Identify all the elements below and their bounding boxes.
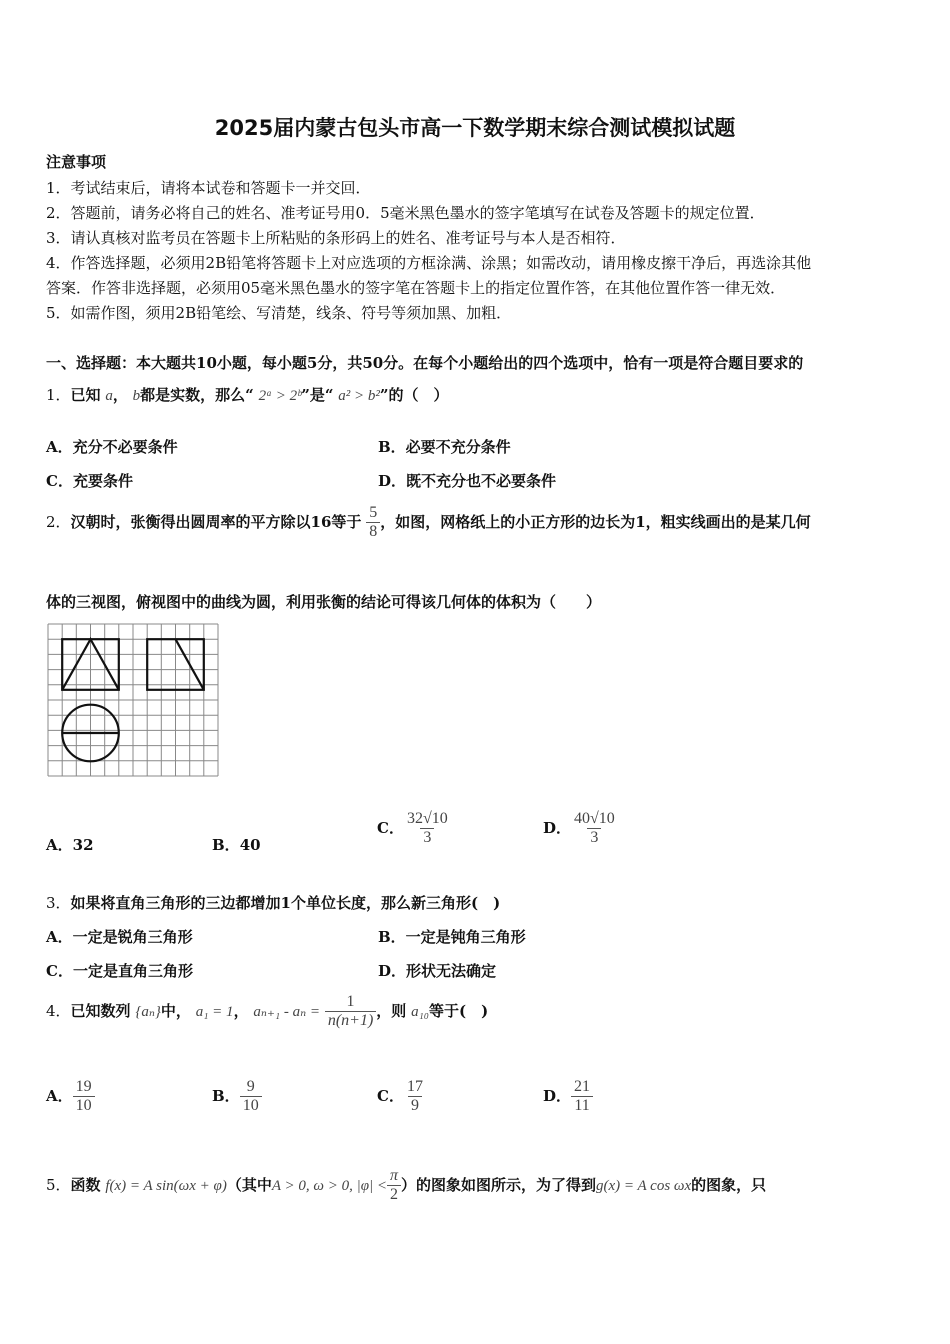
q1-text-3: ”是“	[301, 386, 334, 404]
q4-option-d-den: 11	[571, 1096, 592, 1115]
notice-item-3: 3．请认真核对监考员在答题卡上所粘贴的条形码上的姓名、准考证号与本人是否相符．	[46, 229, 626, 247]
q4-option-b-den: 10	[240, 1096, 262, 1115]
q4-a10: a₁₀	[411, 1003, 429, 1020]
notice-item-2: 2．答题前，请务必将自己的姓名、准考证号用0．5毫米黑色墨水的签字笔填写在试卷及答题卡的规定位置．	[46, 204, 765, 222]
q1-option-d: D．既不充分也不必要条件	[378, 472, 557, 490]
q2-option-c-num: 32√10	[406, 810, 448, 827]
q4-option-a	[46, 1078, 95, 1116]
q2-option-c-frac	[404, 810, 451, 848]
q4-number: 4．	[46, 1001, 71, 1020]
q2-text-1: 汉朝时，张衡得出圆周率的平方除以16等于	[70, 512, 362, 531]
q2-frac-num: 5	[369, 504, 378, 521]
q2-option-c-label: C．	[377, 818, 404, 837]
q4-option-c	[377, 1078, 426, 1116]
q5-text-4: 的图象，只	[691, 1175, 767, 1194]
q2-option-d-frac	[571, 810, 618, 848]
q2-fraction	[366, 504, 380, 542]
q2-option-a-label: A．	[46, 836, 73, 854]
q4-option-a-label: A．	[46, 1086, 73, 1105]
q3-option-c: C．一定是直角三角形	[46, 962, 193, 980]
notice-item-5: 5．如需作图，须用2B铅笔绘、写清楚，线条、符号等须加黑、加粗．	[46, 304, 512, 322]
q4-sequence: {aₙ}	[135, 1003, 161, 1020]
q5-text-1: 函数	[70, 1175, 101, 1194]
q3-text: 如果将直角三角形的三边都增加1个单位长度，那么新三角形( )	[70, 894, 501, 912]
q5-cond-den: 2	[387, 1185, 401, 1204]
q1-var-a: a	[105, 388, 113, 404]
q2-option-a	[46, 834, 94, 855]
q2-option-c-den: 3	[420, 828, 434, 847]
q4-option-c-num: 17	[406, 1078, 423, 1095]
question-1	[46, 384, 449, 405]
q1-comma: ，	[112, 386, 128, 404]
q1-text-1: 已知	[70, 386, 101, 404]
q4-option-d	[543, 1078, 593, 1116]
q4-text-4: ，则	[376, 1001, 407, 1020]
q1-number: 1．	[46, 386, 71, 404]
q4-option-c-den: 9	[408, 1096, 422, 1115]
q5-function-g: g(x) = A cos ωx	[596, 1177, 692, 1194]
question-4	[46, 993, 488, 1031]
q4-option-c-frac	[404, 1078, 426, 1116]
q1-text-4: ”的（ ）	[379, 386, 449, 404]
q2-option-a-value: 32	[72, 836, 94, 854]
q5-condition: A > 0, ω > 0, |φ| <	[271, 1177, 387, 1194]
three-view-figure	[46, 622, 220, 778]
q4-initial: a₁ = 1	[195, 1003, 234, 1020]
q4-option-b-frac	[240, 1078, 262, 1116]
q1-condition-1: 2ᵃ > 2ᵇ	[258, 388, 302, 404]
q2-frac-den: 8	[366, 522, 380, 541]
q4-option-d-num: 21	[574, 1078, 591, 1095]
q4-recurrence-frac	[325, 993, 376, 1031]
q3-option-a: A．一定是锐角三角形	[46, 928, 193, 946]
q1-option-c: C．充要条件	[46, 472, 133, 490]
q4-option-d-label: D．	[543, 1086, 572, 1105]
q1-var-b: b	[132, 388, 141, 404]
q2-option-b	[212, 834, 261, 855]
q4-option-c-label: C．	[377, 1086, 404, 1105]
question-5	[46, 1167, 766, 1205]
page-title: 2025届内蒙古包头市高一下数学期末综合测试模拟试题	[214, 116, 736, 140]
q5-condition-frac	[387, 1167, 401, 1205]
q1-text-2: 都是实数，那么“	[140, 386, 254, 404]
q4-rec-num: 1	[346, 993, 355, 1010]
section-heading: 一、选择题：本大题共10小题，每小题5分，共50分。在每个小题给出的四个选项中，恰有一项是符合题目要求的	[46, 354, 804, 372]
question-3	[46, 892, 500, 913]
q5-number: 5．	[46, 1175, 71, 1194]
q3-option-d: D．形状无法确定	[378, 962, 497, 980]
q2-option-d	[543, 810, 618, 848]
q4-text-1: 已知数列	[70, 1001, 131, 1020]
q5-text-3: ）的图象如图所示，为了得到	[401, 1175, 597, 1194]
q2-text-3: 体的三视图，俯视图中的曲线为圆，利用张衡的结论可得该几何体的体积为（ ）	[46, 593, 602, 611]
q4-option-b-label: B．	[212, 1086, 240, 1105]
notice-item-4: 4．作答选择题，必须用2B铅笔将答题卡上对应选项的方框涂满、涂黑；如需改动，请用橡皮擦干净后，再选涂其他	[46, 254, 812, 272]
notice-item-4-cont: 答案．作答非选择题，必须用05毫米黑色墨水的签字笔在答题卡上的指定位置作答，在其他位置作答一律无效．	[46, 279, 786, 297]
q4-rec-den: n(n+1)	[325, 1011, 376, 1030]
q3-option-b: B．一定是钝角三角形	[378, 928, 526, 946]
q2-number: 2．	[46, 512, 71, 531]
q2-option-d-label: D．	[543, 818, 572, 837]
notice-item-1: 1．考试结束后，请将本试卷和答题卡一并交回．	[46, 179, 371, 197]
q2-option-b-label: B．	[212, 836, 240, 854]
q4-recurrence: aₙ₊₁ - aₙ =	[253, 1003, 321, 1020]
question-2	[46, 504, 811, 542]
q4-option-a-den: 10	[73, 1096, 95, 1115]
q3-number: 3．	[46, 894, 71, 912]
q2-option-c	[377, 810, 451, 848]
q4-option-a-num: 19	[75, 1078, 92, 1095]
q4-option-a-frac	[73, 1078, 95, 1116]
q4-text-5: 等于( )	[429, 1001, 489, 1020]
notice-heading: 注意事项	[46, 153, 107, 171]
q2-option-b-value: 40	[239, 836, 261, 854]
q2-text-2: ，如图，网格纸上的小正方形的边长为1，粗实线画出的是某几何	[380, 512, 811, 531]
q1-option-a: A．充分不必要条件	[46, 438, 178, 456]
q5-function-f: f(x) = A sin(ωx + φ)	[105, 1177, 227, 1194]
q4-text-2: 中，	[160, 1001, 191, 1020]
q4-text-3: ，	[233, 1001, 249, 1020]
q5-cond-num: π	[390, 1167, 399, 1184]
q4-option-d-frac	[571, 1078, 593, 1116]
q2-option-d-num: 40√10	[574, 810, 615, 827]
q5-text-2: （其中	[226, 1175, 272, 1194]
q2-option-d-den: 3	[587, 828, 601, 847]
q1-option-b: B．必要不充分条件	[378, 438, 511, 456]
q1-condition-2: a² > b²	[338, 388, 380, 404]
q4-option-b-num: 9	[246, 1078, 255, 1095]
q4-option-b	[212, 1078, 262, 1116]
